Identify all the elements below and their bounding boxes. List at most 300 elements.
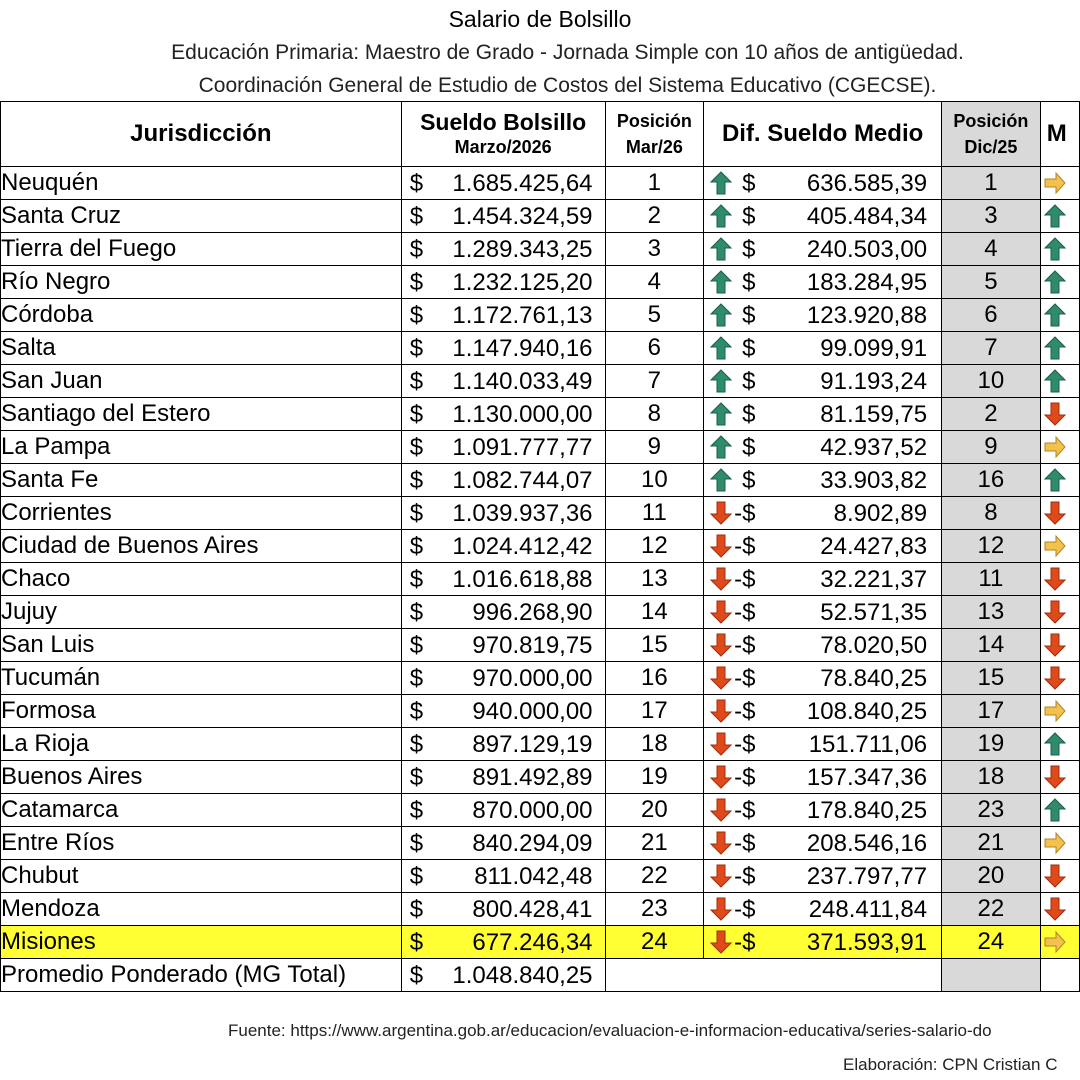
arrow-right-icon	[1044, 435, 1066, 459]
arrow-down-icon	[1044, 765, 1066, 789]
arrow-up-icon	[1044, 798, 1066, 822]
posicion-dic-cell: 16	[942, 464, 1041, 497]
posicion-mar-cell: 16	[605, 662, 704, 695]
posicion-mar-cell: 19	[605, 761, 704, 794]
movimiento-cell	[1040, 827, 1079, 860]
currency-symbol: -$	[734, 533, 756, 560]
jurisdiccion-cell: Santiago del Estero	[1, 398, 402, 431]
posicion-mar-cell: 12	[605, 530, 704, 563]
empty-cell	[1040, 959, 1079, 992]
jurisdiccion-cell: Misiones	[1, 926, 402, 959]
currency-symbol: -$	[734, 929, 756, 956]
posicion-dic-cell: 13	[942, 596, 1041, 629]
posicion-dic-cell: 1	[942, 167, 1041, 200]
posicion-dic-cell: 20	[942, 860, 1041, 893]
movimiento-cell	[1040, 728, 1079, 761]
dif-value: 99.099,91	[820, 335, 928, 362]
sueldo-value: 1.289.343,25	[452, 236, 593, 263]
dif-sueldo-cell	[704, 464, 942, 497]
dif-value: 42.937,52	[820, 434, 928, 461]
dif-value: 91.193,24	[820, 368, 928, 395]
arrow-down-icon	[710, 501, 732, 525]
sueldo-value: 1.091.777,77	[452, 434, 593, 461]
arrow-down-icon	[1044, 897, 1066, 921]
posicion-mar-cell: 5	[605, 299, 704, 332]
table-row	[1, 728, 1080, 761]
currency-symbol: $	[409, 401, 424, 428]
dif-value: 178.840,25	[806, 797, 928, 824]
movimiento-cell	[1040, 761, 1079, 794]
dif-value: 52.571,35	[820, 599, 928, 626]
dif-sueldo-cell	[704, 530, 942, 563]
posicion-dic-cell: 19	[942, 728, 1041, 761]
arrow-up-icon	[1044, 732, 1066, 756]
jurisdiccion-cell: Córdoba	[1, 299, 402, 332]
table-row	[1, 926, 1080, 959]
currency-symbol: $	[742, 434, 756, 461]
posicion-mar-cell: 15	[605, 629, 704, 662]
currency-symbol: $	[409, 698, 424, 725]
sueldo-value: 891.492,89	[472, 764, 593, 791]
movimiento-cell	[1040, 893, 1079, 926]
table-row	[1, 266, 1080, 299]
sueldo-cell	[401, 563, 605, 596]
table-row	[1, 695, 1080, 728]
arrow-down-icon	[710, 831, 732, 855]
empty-cell	[704, 959, 942, 992]
arrow-down-icon	[1044, 633, 1066, 657]
currency-symbol: -$	[734, 632, 756, 659]
sueldo-value: 1.454.324,59	[452, 203, 593, 230]
posicion-mar-cell: 14	[605, 596, 704, 629]
dif-value: 151.711,06	[808, 731, 928, 758]
currency-symbol: $	[409, 269, 424, 296]
posicion-dic-cell: 21	[942, 827, 1041, 860]
arrow-down-icon	[1044, 501, 1066, 525]
currency-symbol: $	[409, 467, 424, 494]
sueldo-value: 1.024.412,42	[452, 533, 593, 560]
jurisdiccion-cell: Neuquén	[1, 167, 402, 200]
currency-symbol: $	[409, 335, 424, 362]
table-row	[1, 596, 1080, 629]
posicion-dic-cell: 17	[942, 695, 1041, 728]
arrow-down-icon	[710, 699, 732, 723]
posicion-mar-cell: 11	[605, 497, 704, 530]
currency-symbol: $	[742, 467, 756, 494]
average-sueldo-cell	[401, 959, 605, 992]
posicion-mar-cell: 2	[605, 200, 704, 233]
movimiento-cell	[1040, 497, 1079, 530]
arrow-down-icon	[710, 864, 732, 888]
dif-value: 78.840,25	[820, 665, 928, 692]
dif-sueldo-cell	[704, 431, 942, 464]
posicion-dic-cell: 3	[942, 200, 1041, 233]
movimiento-cell	[1040, 860, 1079, 893]
dif-value: 33.903,82	[820, 467, 928, 494]
posicion-mar-cell: 6	[605, 332, 704, 365]
arrow-down-icon	[710, 534, 732, 558]
footer-author: Elaboración: CPN Cristian C	[843, 1055, 1058, 1074]
sueldo-value: 1.172.761,13	[452, 302, 593, 329]
sueldo-value: 1.147.940,16	[452, 335, 593, 362]
table-row	[1, 332, 1080, 365]
sueldo-value: 1.130.000,00	[452, 401, 593, 428]
arrow-down-icon	[710, 600, 732, 624]
currency-symbol: $	[409, 368, 424, 395]
posicion-dic-cell: 5	[942, 266, 1041, 299]
dif-value: 636.585,39	[806, 170, 928, 197]
sueldo-cell	[401, 398, 605, 431]
posicion-dic-cell: 23	[942, 794, 1041, 827]
jurisdiccion-cell: Buenos Aires	[1, 761, 402, 794]
arrow-up-icon	[710, 468, 732, 492]
movimiento-cell	[1040, 629, 1079, 662]
sueldo-cell	[401, 200, 605, 233]
currency-symbol: -$	[734, 599, 756, 626]
currency-symbol: -$	[734, 665, 756, 692]
jurisdiccion-cell: Formosa	[1, 695, 402, 728]
jurisdiccion-cell: Chubut	[1, 860, 402, 893]
dif-sueldo-cell	[704, 332, 942, 365]
sueldo-value: 996.268,90	[472, 599, 593, 626]
sueldo-value: 1.140.033,49	[452, 368, 593, 395]
arrow-down-icon	[710, 765, 732, 789]
posicion-dic-cell: 4	[942, 233, 1041, 266]
movimiento-cell	[1040, 794, 1079, 827]
sueldo-cell	[401, 827, 605, 860]
dif-sueldo-cell	[704, 761, 942, 794]
posicion-dic-cell: 24	[942, 926, 1041, 959]
sueldo-cell	[401, 794, 605, 827]
currency-symbol: $	[409, 731, 424, 758]
header-posicion-mar: Posición Mar/26	[605, 102, 704, 167]
posicion-dic-cell: 18	[942, 761, 1041, 794]
arrow-up-icon	[1044, 468, 1066, 492]
posicion-dic-cell: 10	[942, 365, 1041, 398]
posicion-mar-cell: 17	[605, 695, 704, 728]
source-line: Coordinación General de Estudio de Costos del Sistema Educativo (CGECSE).	[198, 74, 937, 97]
currency-symbol: $	[409, 797, 424, 824]
dif-sueldo-cell	[704, 629, 942, 662]
movimiento-cell	[1040, 365, 1079, 398]
posicion-dic-cell: 14	[942, 629, 1041, 662]
sueldo-cell	[401, 629, 605, 662]
dif-value: 32.221,37	[820, 566, 928, 593]
dif-sueldo-cell	[704, 299, 942, 332]
jurisdiccion-cell: Jujuy	[1, 596, 402, 629]
arrow-up-icon	[1044, 369, 1066, 393]
arrow-down-icon	[710, 666, 732, 690]
dif-value: 123.920,88	[806, 302, 928, 329]
currency-symbol: -$	[734, 830, 756, 857]
currency-symbol: $	[409, 203, 424, 230]
table-row	[1, 629, 1080, 662]
sueldo-cell	[401, 233, 605, 266]
sueldo-cell	[401, 464, 605, 497]
currency-symbol: $	[409, 236, 424, 263]
sueldo-value: 897.129,19	[472, 731, 593, 758]
empty-cell	[605, 959, 704, 992]
arrow-up-icon	[710, 402, 732, 426]
currency-symbol: -$	[734, 566, 756, 593]
sueldo-value: 677.246,34	[472, 929, 593, 956]
arrow-down-icon	[710, 732, 732, 756]
movimiento-cell	[1040, 431, 1079, 464]
dif-sueldo-cell	[704, 200, 942, 233]
arrow-right-icon	[1044, 831, 1066, 855]
jurisdiccion-cell: Catamarca	[1, 794, 402, 827]
arrow-right-icon	[1044, 699, 1066, 723]
posicion-dic-cell: 9	[942, 431, 1041, 464]
arrow-down-icon	[710, 798, 732, 822]
currency-symbol: -$	[734, 863, 756, 890]
posicion-mar-cell: 20	[605, 794, 704, 827]
dif-sueldo-cell	[704, 233, 942, 266]
dif-sueldo-cell	[704, 365, 942, 398]
arrow-right-icon	[1044, 930, 1066, 954]
posicion-mar-cell: 8	[605, 398, 704, 431]
jurisdiccion-cell: Corrientes	[1, 497, 402, 530]
currency-symbol: -$	[734, 698, 756, 725]
dif-sueldo-cell	[704, 860, 942, 893]
dif-sueldo-cell	[704, 926, 942, 959]
arrow-down-icon	[1044, 600, 1066, 624]
arrow-down-icon	[1044, 666, 1066, 690]
currency-symbol: $	[409, 665, 424, 692]
table-row	[1, 893, 1080, 926]
currency-symbol: -$	[734, 797, 756, 824]
sueldo-value: 940.000,00	[472, 698, 593, 725]
sueldo-cell	[401, 497, 605, 530]
dif-sueldo-cell	[704, 662, 942, 695]
sueldo-cell	[401, 431, 605, 464]
dif-sueldo-cell	[704, 695, 942, 728]
arrow-down-icon	[1044, 864, 1066, 888]
jurisdiccion-cell: Río Negro	[1, 266, 402, 299]
header-posicion-dic: Posición Dic/25	[942, 102, 1041, 167]
header-jurisdiccion: Jurisdicción	[1, 102, 402, 167]
sueldo-cell	[401, 695, 605, 728]
jurisdiccion-cell: Mendoza	[1, 893, 402, 926]
currency-symbol: $	[742, 335, 756, 362]
jurisdiccion-cell: San Juan	[1, 365, 402, 398]
table-row	[1, 662, 1080, 695]
currency-symbol: $	[742, 368, 756, 395]
currency-symbol: $	[409, 830, 424, 857]
currency-symbol: -$	[734, 500, 756, 527]
currency-symbol: $	[742, 401, 756, 428]
table-row	[1, 365, 1080, 398]
movimiento-cell	[1040, 266, 1079, 299]
dif-value: 157.347,36	[806, 764, 928, 791]
average-row	[1, 959, 1080, 992]
sueldo-value: 1.082.744,07	[452, 467, 593, 494]
dif-value: 405.484,34	[806, 203, 928, 230]
header-dif-sueldo: Dif. Sueldo Medio	[704, 102, 942, 167]
jurisdiccion-cell: Tierra del Fuego	[1, 233, 402, 266]
currency-symbol: $	[742, 302, 756, 329]
empty-cell	[942, 959, 1041, 992]
table-row	[1, 398, 1080, 431]
average-sueldo-value: 1.048.840,25	[452, 962, 593, 989]
currency-symbol: $	[409, 500, 424, 527]
dif-sueldo-cell	[704, 563, 942, 596]
subtitle: Educación Primaria: Maestro de Grado - Jornada Simple con 10 años de antigüedad.	[171, 41, 964, 64]
sueldo-value: 840.294,09	[472, 830, 593, 857]
posicion-dic-cell: 6	[942, 299, 1041, 332]
sueldo-cell	[401, 332, 605, 365]
jurisdiccion-cell: San Luis	[1, 629, 402, 662]
posicion-dic-cell: 15	[942, 662, 1041, 695]
arrow-up-icon	[710, 369, 732, 393]
sueldo-value: 970.000,00	[472, 665, 593, 692]
arrow-up-icon	[710, 336, 732, 360]
currency-symbol: -$	[734, 896, 756, 923]
arrow-down-icon	[710, 897, 732, 921]
arrow-up-icon	[1044, 336, 1066, 360]
average-label: Promedio Ponderado (MG Total)	[1, 959, 402, 992]
sueldo-cell	[401, 266, 605, 299]
currency-symbol: $	[409, 170, 424, 197]
jurisdiccion-cell: Entre Ríos	[1, 827, 402, 860]
sueldo-cell	[401, 761, 605, 794]
posicion-dic-cell: 8	[942, 497, 1041, 530]
currency-symbol: $	[409, 632, 424, 659]
posicion-mar-cell: 18	[605, 728, 704, 761]
arrow-down-icon	[710, 633, 732, 657]
currency-symbol: $	[409, 929, 424, 956]
posicion-mar-cell: 9	[605, 431, 704, 464]
posicion-dic-cell: 2	[942, 398, 1041, 431]
dif-value: 237.797,77	[806, 863, 928, 890]
table-row	[1, 233, 1080, 266]
table-row	[1, 167, 1080, 200]
movimiento-cell	[1040, 398, 1079, 431]
sueldo-cell	[401, 860, 605, 893]
posicion-mar-cell: 1	[605, 167, 704, 200]
title: Salario de Bolsillo	[448, 6, 632, 32]
sueldo-value: 870.000,00	[472, 797, 593, 824]
posicion-mar-cell: 4	[605, 266, 704, 299]
arrow-up-icon	[1044, 204, 1066, 228]
arrow-up-icon	[710, 237, 732, 261]
dif-value: 81.159,75	[820, 401, 928, 428]
movimiento-cell	[1040, 299, 1079, 332]
header-sueldo: Sueldo Bolsillo Marzo/2026	[401, 102, 605, 167]
currency-symbol: $	[742, 203, 756, 230]
currency-symbol: $	[409, 896, 424, 923]
dif-value: 183.284,95	[806, 269, 928, 296]
posicion-mar-cell: 22	[605, 860, 704, 893]
sueldo-cell	[401, 662, 605, 695]
jurisdiccion-cell: Salta	[1, 332, 402, 365]
movimiento-cell	[1040, 200, 1079, 233]
dif-value: 24.427,83	[820, 533, 928, 560]
arrow-right-icon	[1044, 534, 1066, 558]
sueldo-cell	[401, 299, 605, 332]
arrow-down-icon	[1044, 567, 1066, 591]
movimiento-cell	[1040, 563, 1079, 596]
sueldo-cell	[401, 530, 605, 563]
posicion-dic-cell: 7	[942, 332, 1041, 365]
arrow-up-icon	[1044, 303, 1066, 327]
dif-value: 371.593,91	[806, 929, 928, 956]
dif-value: 78.020,50	[820, 632, 928, 659]
posicion-mar-cell: 13	[605, 563, 704, 596]
jurisdiccion-cell: Ciudad de Buenos Aires	[1, 530, 402, 563]
currency-symbol: $	[409, 599, 424, 626]
table-row	[1, 563, 1080, 596]
jurisdiccion-cell: Santa Fe	[1, 464, 402, 497]
movimiento-cell	[1040, 167, 1079, 200]
movimiento-cell	[1040, 596, 1079, 629]
currency-symbol: $	[742, 269, 756, 296]
arrow-up-icon	[1044, 270, 1066, 294]
header-movimiento: M	[1040, 102, 1079, 167]
sueldo-value: 1.016.618,88	[452, 566, 593, 593]
movimiento-cell	[1040, 662, 1079, 695]
table-row	[1, 431, 1080, 464]
posicion-mar-cell: 21	[605, 827, 704, 860]
dif-value: 248.411,84	[808, 896, 928, 923]
posicion-dic-cell: 11	[942, 563, 1041, 596]
dif-sueldo-cell	[704, 497, 942, 530]
dif-value: 8.902,89	[833, 500, 928, 527]
arrow-up-icon	[710, 270, 732, 294]
salary-table	[0, 101, 1080, 992]
dif-value: 208.546,16	[806, 830, 928, 857]
currency-symbol: $	[409, 434, 424, 461]
dif-sueldo-cell	[704, 266, 942, 299]
dif-value: 240.503,00	[806, 236, 928, 263]
dif-sueldo-cell	[704, 167, 942, 200]
arrow-up-icon	[710, 171, 732, 195]
arrow-up-icon	[710, 303, 732, 327]
table-row	[1, 464, 1080, 497]
table-row	[1, 299, 1080, 332]
movimiento-cell	[1040, 233, 1079, 266]
posicion-mar-cell: 10	[605, 464, 704, 497]
arrow-down-icon	[710, 930, 732, 954]
sueldo-value: 1.039.937,36	[452, 500, 593, 527]
jurisdiccion-cell: La Rioja	[1, 728, 402, 761]
sueldo-value: 1.232.125,20	[452, 269, 593, 296]
dif-value: 108.840,25	[806, 698, 928, 725]
jurisdiccion-cell: Tucumán	[1, 662, 402, 695]
posicion-dic-cell: 12	[942, 530, 1041, 563]
dif-sueldo-cell	[704, 893, 942, 926]
movimiento-cell	[1040, 464, 1079, 497]
sueldo-value: 811.042,48	[474, 863, 593, 890]
sueldo-value: 1.685.425,64	[452, 170, 593, 197]
currency-symbol: $	[409, 764, 424, 791]
table-row	[1, 761, 1080, 794]
movimiento-cell	[1040, 332, 1079, 365]
header-row	[1, 102, 1080, 167]
currency-symbol: $	[409, 566, 424, 593]
arrow-up-icon	[710, 204, 732, 228]
posicion-mar-cell: 3	[605, 233, 704, 266]
sueldo-cell	[401, 728, 605, 761]
sueldo-cell	[401, 167, 605, 200]
currency-symbol: $	[409, 962, 424, 989]
sueldo-cell	[401, 926, 605, 959]
currency-symbol: $	[409, 533, 424, 560]
dif-sueldo-cell	[704, 728, 942, 761]
table-row	[1, 827, 1080, 860]
jurisdiccion-cell: Chaco	[1, 563, 402, 596]
dif-sueldo-cell	[704, 596, 942, 629]
